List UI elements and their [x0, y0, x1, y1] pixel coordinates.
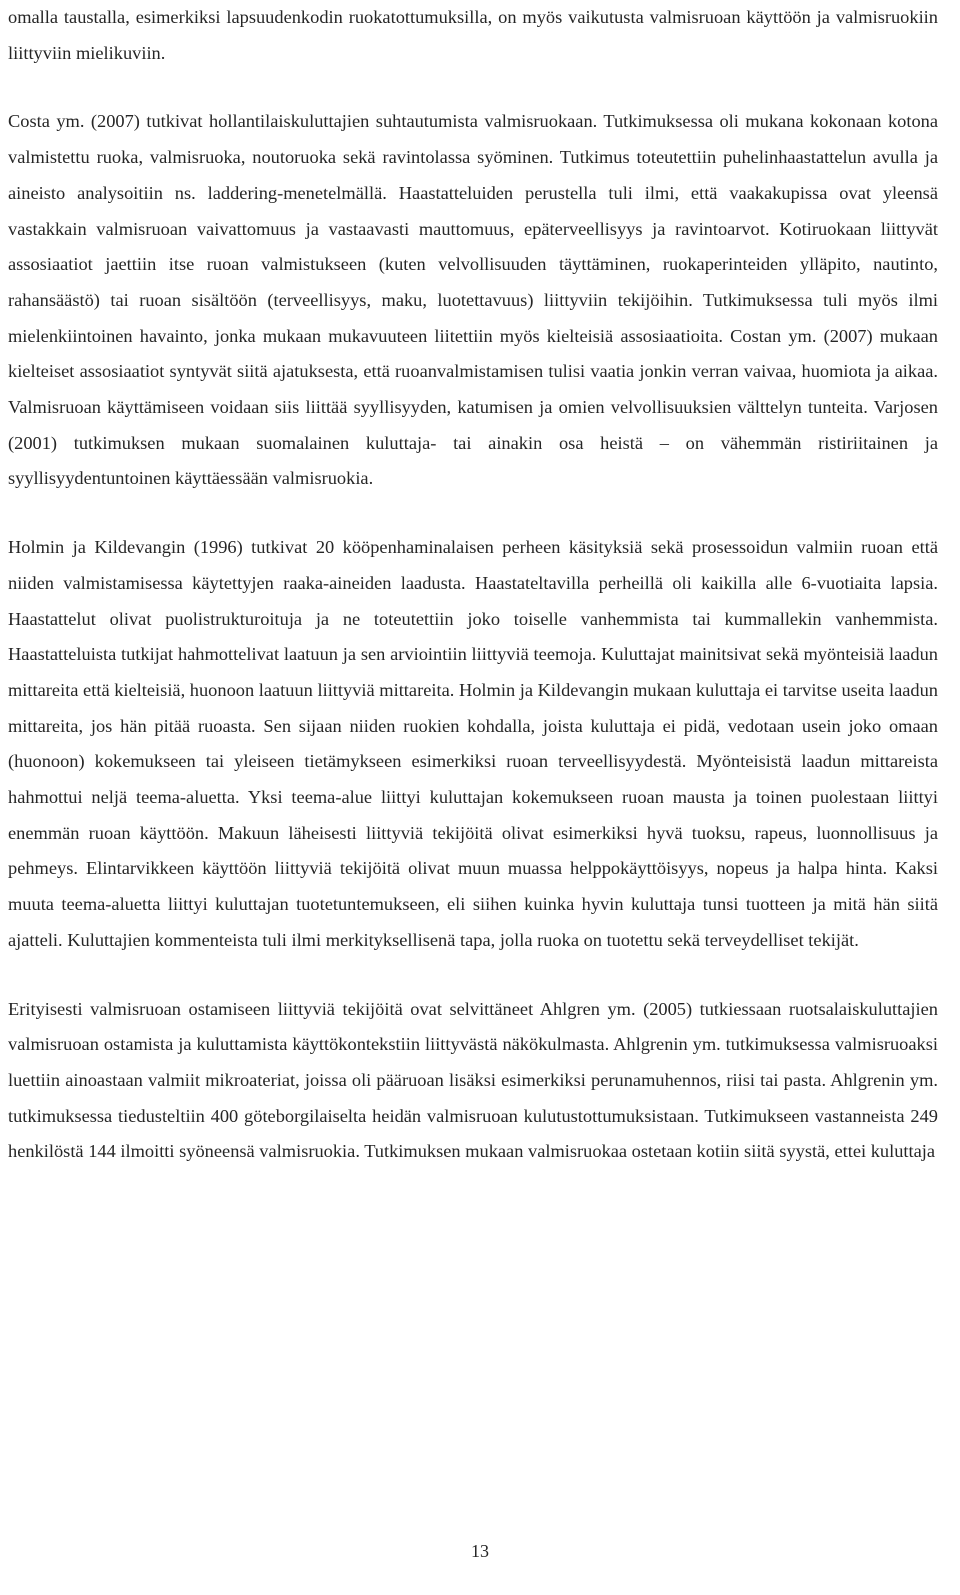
page-number: 13 [471, 1541, 489, 1561]
paragraph: Erityisesti valmisruoan ostamiseen liittyviä tekijöitä ovat selvittäneet Ahlgren ym. (2005) tutkiessaan ruotsalaiskuluttajien valmisruoan ostamista ja kuluttamista käyttökontekstiin liittyvästä näkökulmasta. Ahlgrenin ym. tutkimuksessa valmisruoaksi luettiin ainoastaan valmiit mikroateriat, joissa oli pääruoan lisäksi esimerkiksi perunamuhennos, riisi tai pasta. Ahlgrenin ym. tutkimuksessa tiedusteltiin 400 göteborgilaiselta heidän valmisruoan kulutustottumuksistaan. Tutkimukseen vastanneista 249 henkilöstä 144 ilmoitti syöneensä valmisruokia. Tutkimuksen mukaan valmisruokaa ostetaan kotiin siitä syystä, ettei kuluttaja [8, 998, 938, 1162]
paragraph: omalla taustalla, esimerkiksi lapsuudenkodin ruokatottumuksilla, on myös vaikutusta valmisruoan käyttöön ja valmisruokiin liittyviin mielikuviin. [8, 7, 938, 63]
paragraph: Costa ym. (2007) tutkivat hollantilaiskuluttajien suhtautumista valmisruokaan. Tutkimuksessa oli mukana kokonaan kotona valmistettu ruoka, valmisruoka, noutoruoka sekä ravintolassa syöminen. Tutkimus toteutettiin puhelinhaastattelun avulla ja aineisto analysoitiin ns. laddering-menetelmällä. Haastatteluiden perustella tuli ilmi, että vaakakupissa ovat yleensä vastakkain valmisruoan vaivattomuus ja vastaavasti mauttomuus, epäterveellisyys ja ravintoarvot. Kotiruokaan liittyvät assosiaatiot jaettiin itse ruoan valmistukseen (kuten velvollisuuden täyttäminen, ruokaperinteiden ylläpito, nautinto, rahansäästö) tai ruoan sisältöön (terveellisyys, maku, luotettavuus) liittyviin tekijöihin. Tutkimuksessa tuli myös ilmi mielenkiintoinen havainto, jonka mukaan mukavuuteen liitettiin myös kielteisiä assosiaatioita. Costan ym. (2007) mukaan kielteiset assosiaatiot syntyvät siitä ajatuksesta, että ruoanvalmistamisen tulisi vaatia jonkin verran vaivaa, huomiota ja aikaa. Valmisruoan käyttämiseen voidaan siis liittää syyllisyyden, katumisen ja omien velvollisuuksien välttelyn tunteita. Varjosen (2001) tutkimuksen mukaan suomalainen kuluttaja- tai ainakin osa heistä – on vähemmän ristiriitainen ja syyllisyydentuntoinen käyttäessään valmisruokia. [8, 111, 938, 489]
paragraph: Holmin ja Kildevangin (1996) tutkivat 20 kööpenhaminalaisen perheen käsityksiä sekä prosessoidun valmiin ruoan että niiden valmistamisessa käytettyjen raaka-aineiden laadusta. Haastateltavilla perheillä oli kaikilla alle 6-vuotiaita lapsia. Haastattelut olivat puolistrukturoituja ja ne toteutettiin joko toiselle vanhemmista tai kummallekin vanhemmista. Haastatteluista tutkijat hahmottelivat laatuun ja sen arviointiin liittyviä teemoja. Kuluttajat mainitsivat sekä myönteisiä laadun mittareita että kielteisiä, huonoon laatuun liittyviä mittareita. Holmin ja Kildevangin mukaan kuluttaja ei tarvitse useita laadun mittareita, jos hän pitää ruoasta. Sen sijaan niiden ruokien kohdalla, joista kuluttaja ei pidä, vedotaan usein joko omaan (huonoon) kokemukseen tai yleiseen tietämykseen esimerkiksi ruoan terveellisyydestä. Myönteisistä laadun mittareista hahmottui neljä teema-aluetta. Yksi teema-alue liittyi kuluttajan kokemukseen ruoan mausta ja toinen puolestaan liittyi enemmän ruoan käyttöön. Makuun läheisesti liittyviä tekijöitä olivat esimerkiksi hyvä tuoksu, rapeus, luonnollisuus ja pehmeys. Elintarvikkeen käyttöön liittyviä tekijöitä olivat muun muassa helppokäyttöisyys, nopeus ja halpa hinta. Kaksi muuta teema-aluetta liittyi kuluttajan tuotetuntemukseen, eli siihen kuinka hyvin kuluttaja tunsi tuotteen ja mitä hän siitä ajatteli. Kuluttajien kommenteista tuli ilmi merkityksellisenä tapa, jolla ruoka on tuotettu sekä terveydelliset tekijät. [8, 537, 938, 950]
